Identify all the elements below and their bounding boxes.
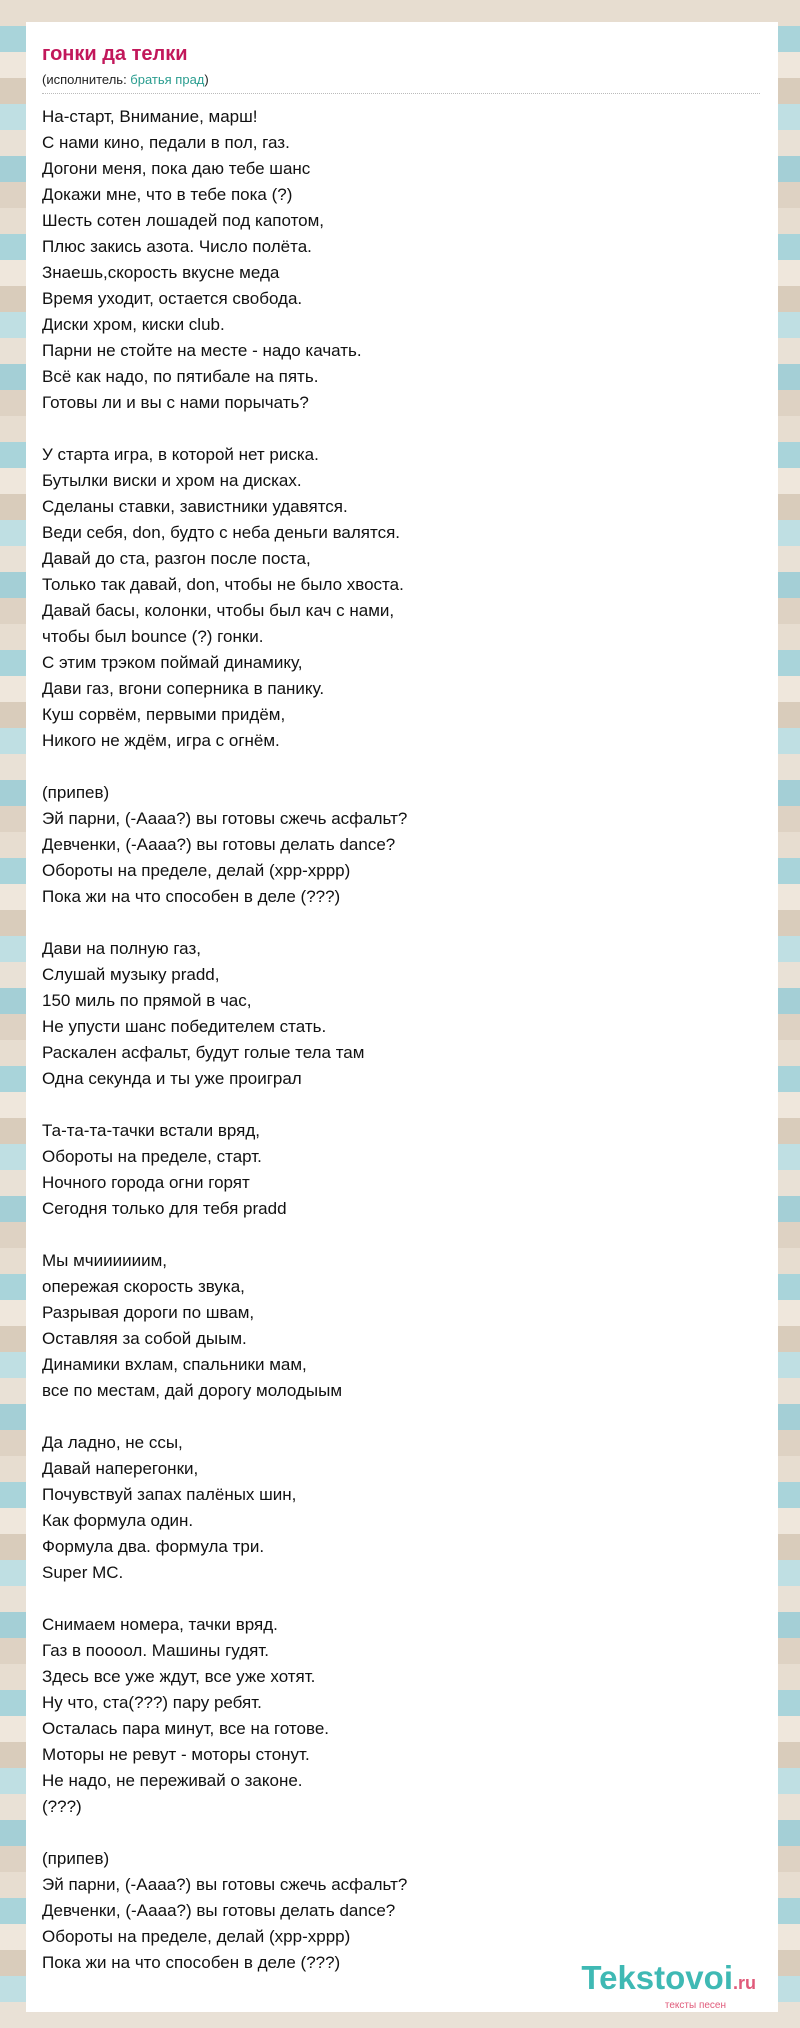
lyrics-line: Обороты на пределе, делай (хрр-хррр) <box>42 861 351 880</box>
lyrics-line: Никого не ждём, игра с огнём. <box>42 731 280 750</box>
lyrics-line: Докажи мне, что в тебе пока (?) <box>42 185 293 204</box>
lyrics-line: Почувствуй запах палёных шин, <box>42 1485 297 1504</box>
logo-tagline: тексты песен <box>664 2000 726 2011</box>
lyrics-line: Оставляя за собой дыым. <box>42 1329 247 1348</box>
lyrics-line: Та-та-та-тачки встали вряд, <box>42 1121 261 1140</box>
lyrics-line: Парни не стойте на месте - надо качать. <box>42 341 362 360</box>
lyrics-line: Время уходит, остается свобода. <box>42 289 303 308</box>
lyrics-line: Бутылки виски и хром на дисках. <box>42 471 302 490</box>
lyrics-line: Готовы ли и вы с нами порычать? <box>42 393 309 412</box>
lyrics-line: Диски хром, киски club. <box>42 315 225 334</box>
lyrics-line: 150 миль по прямой в час, <box>42 991 252 1010</box>
lyrics-line: Давай до ста, разгон после поста, <box>42 549 311 568</box>
lyrics-stanza <box>42 1248 762 1404</box>
lyrics-line: С нами кино, педали в пол, газ. <box>42 133 290 152</box>
lyrics-line: Эй парни, (-Аааа?) вы готовы сжечь асфальт? <box>42 809 408 828</box>
artist-link[interactable]: братья прад <box>130 72 205 87</box>
lyrics-card <box>26 22 778 2012</box>
lyrics-line: Снимаем номера, тачки вряд. <box>42 1615 278 1634</box>
artist-suffix: ) <box>204 72 209 87</box>
lyrics-line: Веди себя, don, будто с неба деньги валятся. <box>42 523 401 542</box>
artist-prefix: (исполнитель: <box>42 72 131 87</box>
lyrics-line: На-старт, Внимание, марш! <box>42 107 258 126</box>
lyrics-line: Моторы не ревут - моторы стонут. <box>42 1745 310 1764</box>
lyrics-line: С этим трэком поймай динамику, <box>42 653 303 672</box>
lyrics-body <box>42 104 762 1976</box>
lyrics-line: Девченки, (-Аааа?) вы готовы делать dance? <box>42 835 396 854</box>
lyrics-line: Сделаны ставки, завистники удавятся. <box>42 497 348 516</box>
logo-tld: .ru <box>732 1973 756 1993</box>
lyrics-stanza <box>42 780 762 910</box>
lyrics-stanza <box>42 1430 762 1586</box>
lyrics-line: Дави на полную газ, <box>42 939 201 958</box>
lyrics-line: Сегодня только для тебя pradd <box>42 1199 287 1218</box>
lyrics-line: Девченки, (-Аааа?) вы готовы делать dance? <box>42 1901 396 1920</box>
lyrics-line: Да ладно, не ссы, <box>42 1433 183 1452</box>
lyrics-line: (припев) <box>42 783 110 802</box>
logo-name: Tekstovoi <box>581 1959 733 1996</box>
lyrics-line: Здесь все уже ждут, все уже хотят. <box>42 1667 316 1686</box>
lyrics-line: Мы мчиииииим, <box>42 1251 168 1270</box>
lyrics-stanza <box>42 1118 762 1222</box>
lyrics-line: Ночного города огни горят <box>42 1173 250 1192</box>
lyrics-line: Шесть сотен лошадей под капотом, <box>42 211 325 230</box>
lyrics-line: Эй парни, (-Аааа?) вы готовы сжечь асфальт? <box>42 1875 408 1894</box>
lyrics-line: Осталась пара минут, все на готове. <box>42 1719 329 1738</box>
lyrics-line: (припев) <box>42 1849 110 1868</box>
lyrics-line: Давай наперегонки, <box>42 1459 199 1478</box>
lyrics-line: Только так давай, don, чтобы не было хвоста. <box>42 575 404 594</box>
lyrics-line: Не надо, не переживай о законе. <box>42 1771 303 1790</box>
lyrics-line: Одна секунда и ты уже проиграл <box>42 1069 302 1088</box>
lyrics-line: Формула два. формула три. <box>42 1537 265 1556</box>
lyrics-line: Как формула один. <box>42 1511 194 1530</box>
lyrics-line: Дави газ, вгони соперника в панику. <box>42 679 325 698</box>
lyrics-line: У старта игра, в которой нет риска. <box>42 445 319 464</box>
lyrics-line: Знаешь,скорость вкусне меда <box>42 263 280 282</box>
lyrics-line: Газ в поооол. Машины гудят. <box>42 1641 269 1660</box>
lyrics-line: чтобы был bounce (?) гонки. <box>42 627 264 646</box>
lyrics-stanza <box>42 442 762 754</box>
artist-byline <box>42 72 760 94</box>
lyrics-line: (???) <box>42 1797 82 1816</box>
lyrics-line: Обороты на пределе, делай (хрр-хррр) <box>42 1927 351 1946</box>
lyrics-stanza <box>42 1612 762 1820</box>
lyrics-line: Всё как надо, по пятибале на пять. <box>42 367 319 386</box>
lyrics-line: все по местам, дай дорогу молодыым <box>42 1381 343 1400</box>
song-title: гонки да телки <box>42 43 188 65</box>
lyrics-line: Пока жи на что способен в деле (???) <box>42 1953 341 1972</box>
lyrics-line: Куш сорвём, первыми придём, <box>42 705 286 724</box>
site-logo[interactable] <box>581 1961 756 2012</box>
lyrics-line: Super MC. <box>42 1563 124 1582</box>
lyrics-line: Разрывая дороги по швам, <box>42 1303 255 1322</box>
lyrics-line: опережая скорость звука, <box>42 1277 245 1296</box>
logo-wordmark <box>581 1961 756 2000</box>
lyrics-line: Обороты на пределе, старт. <box>42 1147 262 1166</box>
lyrics-stanza <box>42 104 762 416</box>
lyrics-line: Пока жи на что способен в деле (???) <box>42 887 341 906</box>
lyrics-line: Динамики вхлам, спальники мам, <box>42 1355 307 1374</box>
lyrics-stanza <box>42 1846 762 1976</box>
lyrics-stanza <box>42 936 762 1092</box>
lyrics-line: Ну что, ста(???) пару ребят. <box>42 1693 262 1712</box>
lyrics-line: Давай басы, колонки, чтобы был кач с нами, <box>42 601 395 620</box>
lyrics-line: Плюс закись азота. Число полёта. <box>42 237 312 256</box>
lyrics-line: Слушай музыку pradd, <box>42 965 220 984</box>
lyrics-line: Догони меня, пока даю тебе шанс <box>42 159 311 178</box>
lyrics-line: Раскален асфальт, будут голые тела там <box>42 1043 365 1062</box>
lyrics-line: Не упусти шанс победителем стать. <box>42 1017 327 1036</box>
